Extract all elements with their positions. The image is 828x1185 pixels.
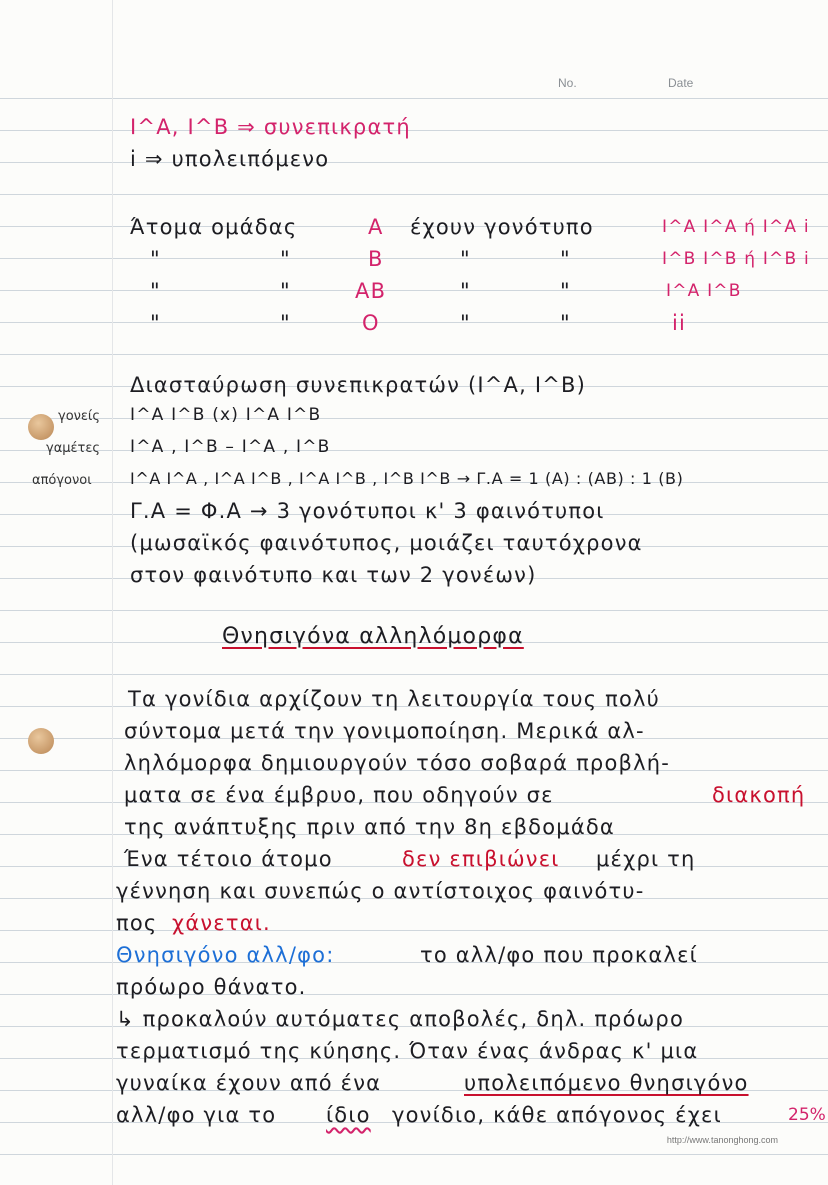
ruled-line (0, 674, 828, 675)
ditto-mark: " (560, 279, 571, 303)
dominant-alleles-line: Ι^A, Ι^B ⇒ συνεπικρατή (130, 115, 411, 139)
table-row-ab-group: AB (355, 279, 387, 303)
parents-genotypes: Ι^A Ι^B (x) Ι^A Ι^B (130, 405, 322, 425)
margin-line (112, 0, 113, 1185)
paragraph-line: Τα γονίδια αρχίζουν τη λειτουργία τους πολύ (128, 687, 661, 711)
definition-text: αλλ/φο για το (116, 1103, 277, 1127)
ruled-line (0, 130, 828, 131)
cross-title: Διασταύρωση συνεπικρατών (Ι^A, Ι^B) (130, 373, 587, 397)
paragraph-line: της ανάπτυξης πριν από την 8η εβδομάδα (124, 815, 615, 839)
ditto-mark: " (560, 247, 571, 271)
offspring-label: απόγονοι (32, 473, 92, 488)
definition-text: γονίδιο, κάθε απόγονος έχει (392, 1103, 722, 1127)
offspring-genotypes: Ι^A Ι^A , Ι^A Ι^B , Ι^A Ι^B , Ι^B Ι^B → Γ.Α = 1 (A) : (AB) : 1 (B) (130, 469, 684, 488)
definition-text: τερματισμό της κύησης. Όταν ένας άνδρας κ' μια (116, 1039, 699, 1063)
watermark: http://www.tanonghong.com (666, 1135, 778, 1145)
ruled-line (0, 450, 828, 451)
table-row-a-genotype: Ι^A Ι^A ή Ι^A i (662, 217, 810, 237)
parents-label: γονείς (58, 409, 100, 424)
ditto-mark: " (460, 311, 471, 335)
highlight-percentage: 25% (788, 1105, 826, 1125)
highlight-same: ίδιο (326, 1103, 371, 1127)
codominance-note-line1: (μωσαϊκός φαινότυπος, μοιάζει ταυτόχρονα (130, 531, 643, 555)
table-row-a-text: έχουν γονότυπο (410, 215, 594, 239)
table-row-b-genotype: Ι^B Ι^B ή Ι^B i (662, 249, 810, 269)
recessive-allele-line: i ⇒ υπολειπόμενο (130, 147, 330, 171)
gametes-values: Ι^A , Ι^B – Ι^A , Ι^B (130, 437, 331, 457)
ruled-line (0, 610, 828, 611)
table-row-a-group: A (368, 215, 384, 239)
gametes-label: γαμέτες (46, 441, 101, 456)
ditto-mark: " (150, 311, 161, 335)
section-title: Θνησιγόνα αλληλόμορφα (222, 624, 524, 649)
ditto-mark: " (150, 247, 161, 271)
ruled-line (0, 322, 828, 323)
ruled-line (0, 418, 828, 419)
no-label: No. (558, 76, 577, 90)
ditto-mark: " (560, 311, 571, 335)
highlight-lost: χάνεται. (172, 911, 271, 935)
definition-text: ↳ προκαλούν αυτόματες αποβολές, δηλ. πρόωρο (116, 1007, 684, 1031)
definition-text: πρόωρο θάνατο. (116, 975, 307, 999)
ruled-line (0, 98, 828, 99)
definition-text: γυναίκα έχουν από ένα (116, 1071, 382, 1095)
paragraph-line: πος (116, 911, 158, 935)
paragraph-line: ματα σε ένα έμβρυο, που οδηγούν σε (124, 783, 554, 807)
binder-hole (28, 728, 54, 754)
ditto-mark: " (460, 247, 471, 271)
ditto-mark: " (280, 279, 291, 303)
ratio-line: Γ.Α = Φ.Α → 3 γονότυποι κ' 3 φαινότυποι (130, 499, 605, 523)
paragraph-line: γέννηση και συνεπώς ο αντίστοιχος φαινότυ- (116, 879, 645, 903)
paragraph-line: Ένα τέτοιο άτομο (124, 847, 333, 871)
binder-hole (28, 414, 54, 440)
ditto-mark: " (150, 279, 161, 303)
paragraph-line: σύντομα μετά την γονιμοποίηση. Μερικά αλ- (124, 719, 645, 743)
ruled-line (0, 354, 828, 355)
table-row-b-group: B (368, 247, 384, 271)
table-row-ab-genotype: Ι^A Ι^B (666, 281, 742, 301)
highlight-does-not-survive: δεν επιβιώνει (402, 847, 560, 871)
paragraph-line: μέχρι τη (596, 847, 696, 871)
highlight-recessive-lethal: υπολειπόμενο θνησιγόνο (464, 1071, 749, 1095)
ditto-mark: " (280, 311, 291, 335)
table-row-a-label: Άτομα ομάδας (130, 215, 298, 239)
table-row-o-group: O (362, 311, 380, 335)
definition-term: Θνησιγόνο αλλ/φο: (116, 943, 335, 967)
table-row-o-genotype: ii (672, 311, 687, 335)
paragraph-line: ληλόμορφα δημιουργούν τόσο σοβαρά προβλή- (124, 751, 671, 775)
definition-text: το αλλ/φο που προκαλεί (420, 943, 698, 967)
highlight-interruption: διακοπή (712, 783, 806, 807)
date-label: Date (668, 76, 694, 90)
ruled-line (0, 194, 828, 195)
ruled-line (0, 1154, 828, 1155)
ditto-mark: " (280, 247, 291, 271)
ruled-line (0, 162, 828, 163)
ditto-mark: " (460, 279, 471, 303)
codominance-note-line2: στον φαινότυπο και των 2 γονέων) (130, 563, 537, 587)
